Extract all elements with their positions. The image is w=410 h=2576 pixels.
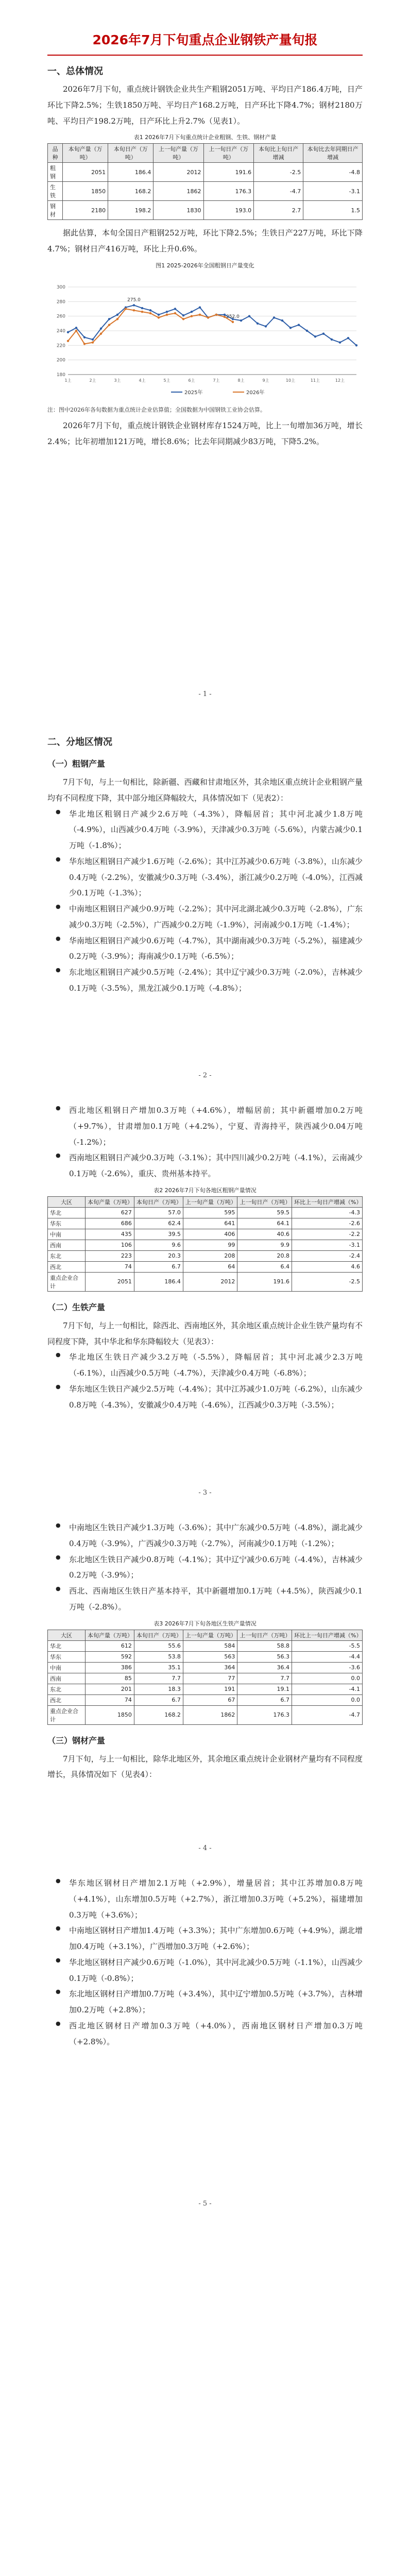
data-point (141, 307, 143, 309)
table-cell: 6.4 (237, 1261, 292, 1272)
table-cell: 74 (86, 1694, 134, 1705)
table-cell: 74 (86, 1261, 134, 1272)
y-tick-label: 260 (56, 314, 65, 319)
chart-title: 图1 2025-2026年全国粗钢日产量变化 (156, 262, 254, 269)
table-header: 大区 (48, 1630, 86, 1640)
table-cell: 56.3 (237, 1651, 292, 1662)
x-tick-label: 10上 (285, 378, 296, 383)
national-estimate-paragraph: 据此估算，本旬全国日产粗钢252万吨，环比下降2.5%；生铁日产227万吨，环比下降4.7%；钢材日产416万吨，环比上升0.6%。 (47, 228, 363, 253)
table-row (48, 1662, 363, 1673)
data-point (108, 324, 110, 326)
data-point (240, 319, 242, 321)
table-row (48, 1261, 363, 1272)
x-tick-label: 12上 (335, 378, 345, 383)
data-point (191, 315, 193, 317)
table-cell: 粗钢 (48, 163, 63, 182)
data-point (116, 313, 118, 315)
data-point (158, 316, 160, 318)
table-cell: 9.9 (237, 1240, 292, 1250)
table-cell: 186.4 (134, 1272, 183, 1291)
table-cell: 中南 (48, 1662, 86, 1673)
table-cell: 64.1 (237, 1218, 292, 1229)
table-cell: 18.3 (134, 1684, 183, 1694)
region-item: ● 华北地区钢材日产减少0.6万吨（-1.0%），其中河北减少0.5万吨（-1.1%），山西减少0.1万吨（-0.8%）； (47, 1955, 363, 1987)
table-cell: 39.5 (134, 1229, 183, 1240)
page-1 (0, 0, 410, 450)
data-point (141, 311, 143, 313)
table-cell: -2.6 (292, 1218, 363, 1229)
table-cell: 华东 (48, 1651, 86, 1662)
table-cell: 华东 (48, 1218, 86, 1229)
y-tick-label: 220 (56, 343, 65, 349)
data-point (149, 309, 151, 311)
data-point (306, 330, 308, 332)
data-point (215, 313, 217, 315)
y-tick-label: 240 (56, 328, 65, 334)
table-cell: 6.7 (134, 1694, 183, 1705)
x-tick-label: 6上 (188, 378, 195, 383)
title-rule (47, 55, 363, 56)
table-row (48, 1218, 363, 1229)
table-header: 本旬产量（万吨） (86, 1630, 134, 1640)
table-row (48, 1229, 363, 1240)
data-point (158, 313, 160, 315)
table-cell: 612 (86, 1640, 134, 1651)
table-cell: -4.4 (292, 1651, 363, 1662)
data-point (108, 318, 110, 320)
table-header: 大区 (48, 1196, 86, 1207)
series-line (68, 305, 356, 345)
table-cell: 186.4 (108, 163, 153, 182)
table-cell: 193.0 (203, 201, 254, 220)
table-cell: 1862 (183, 1705, 237, 1724)
data-point (281, 319, 283, 321)
data-point (289, 327, 292, 329)
table-cell: 168.2 (134, 1705, 183, 1724)
table-cell: -3.1 (303, 182, 363, 201)
data-point (75, 327, 77, 329)
table-row (48, 1250, 363, 1261)
table-cell: 168.2 (108, 182, 153, 201)
table-cell: 563 (183, 1651, 237, 1662)
table-cell: 2051 (86, 1272, 134, 1291)
table-cell: 西南 (48, 1240, 86, 1250)
table-row (48, 1651, 363, 1662)
table-cell: 6.7 (237, 1694, 292, 1705)
table-cell: 191.6 (237, 1272, 292, 1291)
x-tick-label: 9上 (262, 378, 269, 383)
section-heading-overview: 一、总体情况 (47, 66, 103, 77)
table-cell: 35.1 (134, 1662, 183, 1673)
table-cell: 华北 (48, 1640, 86, 1651)
table3-caption: 表3 2026年7月下旬各地区生铁产量情况 (153, 1620, 257, 1627)
table-cell: 7.7 (237, 1673, 292, 1684)
y-tick-label: 200 (56, 358, 65, 363)
report-title: 2026年7月下旬重点企业钢铁产量旬报 (92, 32, 318, 47)
table-cell: 2051 (63, 163, 108, 182)
inventory-paragraph: 2026年7月下旬，重点统计钢铁企业钢材库存1524万吨，比上一旬增加36万吨，增长2.4%；比年初增加121万吨，增长8.6%；比去年同期减少83万吨，下降5.2%。 (47, 421, 363, 447)
data-point (347, 337, 349, 339)
pig-iron-intro: 7月下旬，与上一旬相比，除西北、西南地区外，其余地区重点统计企业生铁产量均有不同程度下降，其中华北和华东降幅较大（见表3）： (47, 1320, 363, 1346)
table-cell: 1850 (63, 182, 108, 201)
table-cell: 0.0 (292, 1673, 363, 1684)
data-point (75, 330, 77, 332)
data-point (125, 308, 127, 310)
data-point (314, 335, 316, 337)
table-cell: 9.6 (134, 1240, 183, 1250)
table-row (48, 1705, 363, 1724)
table-cell: 55.6 (134, 1640, 183, 1651)
table-cell: 中南 (48, 1229, 86, 1240)
region-item: ● 华北地区生铁日产减少3.2万吨（-5.5%），降幅居首；其中河北减少2.3万吨（-6.1%），山西减少0.5万吨（-4.7%），天津减少0.4万吨（-6.8%）； (47, 1349, 363, 1381)
x-tick-label: 8上 (237, 378, 245, 383)
page-number: - 4 - (198, 1844, 212, 1852)
table-cell: -4.3 (292, 1207, 363, 1218)
data-point (298, 324, 300, 326)
table-header: 上一旬日产（万吨） (237, 1196, 292, 1207)
table-cell: 435 (86, 1229, 134, 1240)
table-cell: 0.0 (292, 1694, 363, 1705)
table-cell: 西北 (48, 1694, 86, 1705)
table-cell: 584 (183, 1640, 237, 1651)
data-point (67, 331, 69, 333)
data-point (273, 316, 275, 318)
table-cell: 595 (183, 1207, 237, 1218)
table-cell: 53.8 (134, 1651, 183, 1662)
table-cell: 1.5 (303, 201, 363, 220)
subheading-steel-products: （三）钢材产量 (47, 1735, 106, 1745)
chart-footnote: 注：图中2026年各旬数据为重点统计企业估算值；全国数据为中国钢铁工业协会估算。 (47, 406, 266, 413)
region-item: ● 华东地区生铁日产减少2.5万吨（-4.4%）；其中江苏减少1.0万吨（-6.2%），山东减少0.8万吨（-4.3%），安徽减少0.4万吨（-4.6%），江西减少0.3万吨（-3.5%）； (47, 1381, 363, 1413)
page-number: - 2 - (198, 1072, 212, 1079)
table-cell: 686 (86, 1218, 134, 1229)
data-label: 252.0 (226, 314, 240, 319)
data-point (100, 327, 102, 329)
x-tick-label: 2上 (89, 378, 96, 383)
table-cell: 191 (183, 1684, 237, 1694)
section-heading-regions: 二、分地区情况 (47, 737, 112, 748)
table-cell: 东北 (48, 1684, 86, 1694)
table-cell: -4.7 (292, 1705, 363, 1724)
table-cell: 重点企业合计 (48, 1272, 86, 1291)
data-point (133, 304, 135, 306)
x-tick-label: 7上 (213, 378, 220, 383)
data-point (224, 316, 226, 318)
table-header: 上一旬产量（万吨） (153, 144, 203, 163)
x-tick-label: 1上 (64, 378, 72, 383)
data-point (83, 343, 86, 345)
table-cell: 57.0 (134, 1207, 183, 1218)
region-item: ● 华东地区钢材日产增加2.1万吨（+2.9%），增量居首；其中江苏增加0.8万吨（+4.1%），山东增加0.5万吨（+2.7%），浙江增加0.3万吨（+5.2%），福建增加0.3万吨（+3.6%）； (47, 1875, 363, 1923)
subheading-crude-steel: （一）粗钢产量 (47, 759, 106, 769)
y-tick-label: 300 (56, 284, 65, 290)
table-cell: 钢材 (48, 201, 63, 220)
table-cell: 东北 (48, 1250, 86, 1261)
table-cell: 华北 (48, 1207, 86, 1218)
region-item: ● 西北、西南地区生铁日产基本持平，其中新疆增加0.1万吨（+4.5%），陕西减少0.1万吨（-2.8%）。 (47, 1583, 363, 1615)
table-cell: 1850 (86, 1705, 134, 1724)
table-cell: 191.6 (203, 163, 254, 182)
data-label: 275.0 (127, 297, 141, 303)
crude-steel-intro: 7月下旬，与上一旬相比，除新疆、西藏和甘肃地区外，其余地区重点统计企业粗钢产量均有不同程度下降，其中部分地区降幅较大，具体情况如下（见表2）： (47, 777, 363, 803)
data-point (174, 312, 176, 314)
table-cell: 64 (183, 1261, 237, 1272)
table-cell: 364 (183, 1662, 237, 1673)
table-row (48, 1684, 363, 1694)
table-cell: 85 (86, 1673, 134, 1684)
table-cell: -2.2 (292, 1229, 363, 1240)
table-header: 本旬日产（万吨） (108, 144, 153, 163)
data-point (67, 340, 69, 342)
steel-products-intro: 7月下旬，与上一旬相比，除华北地区外，其余地区重点统计企业钢材产量均有不同程度增长，具体情况如下（见表4）： (47, 1754, 363, 1780)
table-cell: -5.5 (292, 1640, 363, 1651)
table-row (48, 201, 363, 220)
x-tick-label: 5上 (163, 378, 170, 383)
data-point (265, 325, 267, 327)
region-item: ● 中南地区生铁日产减少1.3万吨（-3.6%）；其中广东减少0.5万吨（-4.8%），湖北减少0.4万吨（-3.9%），广西减少0.3万吨（-2.7%），河南减少0.1万吨（-1.2%）； (47, 1520, 363, 1552)
table-cell: 58.8 (237, 1640, 292, 1651)
table-row (48, 182, 363, 201)
table-cell: 99 (183, 1240, 237, 1250)
table-cell: 62.4 (134, 1218, 183, 1229)
table-cell: -4.1 (292, 1684, 363, 1694)
legend-label: 2025年 (184, 389, 203, 396)
page-number: - 3 - (198, 1489, 212, 1497)
table-cell: 223 (86, 1250, 134, 1261)
region-item: ● 华北地区粗钢日产减少2.6万吨（-4.3%），降幅居首；其中河北减少1.8万吨（-4.9%），山西减少0.4万吨（-3.9%），天津减少0.3万吨（-5.6%），内蒙古减少0.1万吨（-1.8%）； (47, 806, 363, 854)
table-cell: 198.2 (108, 201, 153, 220)
data-point (331, 338, 333, 341)
table-header: 本旬比去年同期日产增减 (303, 144, 363, 163)
table-header: 本旬比上旬日产增减 (254, 144, 303, 163)
table-header: 上一旬日产（万吨） (203, 144, 254, 163)
table-header: 本旬产量（万吨） (63, 144, 108, 163)
region-item: ● 中南地区粗钢日产减少0.9万吨（-2.2%）；其中河北湖北减少0.3万吨（-2.8%），广东减少0.3万吨（-2.5%），广西减少0.2万吨（-1.9%），河南减少0.1万吨（-1.4%）； (47, 901, 363, 933)
legend-label: 2026年 (246, 389, 265, 396)
table-cell: 36.4 (237, 1662, 292, 1673)
table-row (48, 1207, 363, 1218)
data-point (224, 313, 226, 315)
table-cell: 19.1 (237, 1684, 292, 1694)
table-cell: 1830 (153, 201, 203, 220)
region-item: ● 东北地区粗钢日产减少0.5万吨（-2.4%）；其中辽宁减少0.3万吨（-2.0%），吉林减少0.1万吨（-3.5%），黑龙江减少0.1万吨（-4.8%）； (47, 964, 363, 996)
data-point (182, 314, 184, 316)
table-cell: 201 (86, 1684, 134, 1694)
table-cell: 20.8 (237, 1250, 292, 1261)
page-5 (0, 1875, 410, 2049)
data-point (322, 332, 324, 334)
subheading-pig-iron: （二）生铁产量 (47, 1302, 106, 1312)
data-point (207, 316, 209, 318)
table1 (47, 143, 363, 220)
region-item: ● 西南地区粗钢日产减少0.3万吨（-3.1%）；其中四川减少0.2万吨（-4.1%），云南减少0.1万吨（-2.6%），重庆、贵州基本持平。 (47, 1150, 363, 1182)
table-cell: 176.3 (203, 182, 254, 201)
table-header: 品种 (48, 144, 63, 163)
data-point (182, 318, 184, 320)
data-point (199, 306, 201, 308)
table-cell: 2012 (153, 163, 203, 182)
overview-paragraph: 2026年7月下旬，重点统计钢铁企业共生产粗钢2051万吨、平均日产186.4万吨，日产环比下降2.5%；生铁1850万吨、平均日产168.2万吨，日产环比下降4.7%；钢材2180万吨、平均日产198.2万吨，日产环比上升2.7%（见表1）。 (47, 84, 363, 126)
table-cell: 641 (183, 1218, 237, 1229)
table-cell: 592 (86, 1651, 134, 1662)
page-number: - 1 - (198, 690, 212, 698)
line-chart (47, 272, 363, 400)
table-cell: -3.1 (292, 1240, 363, 1250)
table-cell: 西北 (48, 1261, 86, 1272)
data-point (83, 336, 86, 338)
table-cell: 7.7 (134, 1673, 183, 1684)
page-number: - 5 - (198, 2200, 212, 2208)
region-item: ● 华东地区粗钢日产减少1.6万吨（-2.6%）；其中江苏减少0.6万吨（-3.8%），山东减少0.4万吨（-2.2%），安徽减少0.3万吨（-3.4%），浙江减少0.2万吨（-4.0%），江西减少0.1万吨（-1.3%）； (47, 854, 363, 901)
region-item: ● 东北地区钢材日产增加0.7万吨（+3.4%），其中辽宁增加0.5万吨（+3.7%），吉林增加0.2万吨（+2.8%）； (47, 1986, 363, 2018)
table-row (48, 1240, 363, 1250)
table-header: 上一旬日产（万吨） (237, 1630, 292, 1640)
page-2 (0, 726, 410, 996)
table-cell: 6.7 (134, 1261, 183, 1272)
table-cell: 1862 (153, 182, 203, 201)
page-3 (0, 1103, 410, 1413)
table3 (47, 1630, 363, 1725)
table-cell: 重点企业合计 (48, 1705, 86, 1724)
table-cell: 20.3 (134, 1250, 183, 1261)
data-point (191, 311, 193, 313)
x-tick-label: 3上 (114, 378, 121, 383)
table-cell: 386 (86, 1662, 134, 1673)
data-point (339, 341, 341, 343)
data-point (257, 322, 259, 324)
region-item: ● 西北地区粗钢日产增加0.3万吨（+4.6%），增幅居前；其中新疆增加0.2万吨（+9.7%），甘肃增加0.1万吨（+4.2%），宁夏、青海持平，陕西减少0.04万吨（-1.2%）； (47, 1103, 363, 1150)
data-point (100, 332, 102, 334)
table-header: 本旬日产（万吨） (134, 1630, 183, 1640)
chart-daily-output (47, 261, 363, 402)
region-item: ● 华南地区粗钢日产减少0.6万吨（-4.7%），其中湖南减少0.3万吨（-5.2%），福建减少0.2万吨（-3.9%）；海南减少0.1万吨（-6.5%）； (47, 933, 363, 965)
data-point (133, 309, 135, 311)
data-point (149, 312, 151, 314)
table-cell: 59.5 (237, 1207, 292, 1218)
data-point (92, 338, 94, 341)
table2 (47, 1196, 363, 1292)
table-cell: 2.7 (254, 201, 303, 220)
table-header: 上一旬产量（万吨） (183, 1196, 237, 1207)
table-cell: 67 (183, 1694, 237, 1705)
table-header: 本旬产量（万吨） (86, 1196, 134, 1207)
table-cell: 176.3 (237, 1705, 292, 1724)
table-cell: 4.6 (292, 1261, 363, 1272)
page-4 (0, 1520, 410, 1783)
table-row (48, 1694, 363, 1705)
data-point (248, 315, 250, 317)
data-point (92, 341, 94, 343)
table-cell: 406 (183, 1229, 237, 1240)
table-row (48, 1673, 363, 1684)
table-header: 上一旬产量（万吨） (183, 1630, 237, 1640)
data-point (355, 344, 357, 346)
x-tick-label: 11上 (310, 378, 320, 383)
table-cell: 2012 (183, 1272, 237, 1291)
table-cell: 77 (183, 1673, 237, 1684)
table-header: 环比上一旬日产增减（%） (292, 1196, 363, 1207)
data-point (199, 313, 201, 315)
data-point (166, 313, 168, 315)
table-cell: -4.7 (254, 182, 303, 201)
data-point (166, 311, 168, 313)
table-cell: 106 (86, 1240, 134, 1250)
table2-caption: 表2 2026年7月下旬各地区粗钢产量情况 (153, 1187, 257, 1194)
table-cell: 208 (183, 1250, 237, 1261)
table-header: 本旬日产（万吨） (134, 1196, 183, 1207)
table-cell: 40.6 (237, 1229, 292, 1240)
table-cell: 627 (86, 1207, 134, 1218)
table-cell: 西南 (48, 1673, 86, 1684)
table-row (48, 1640, 363, 1651)
table-cell: -4.8 (303, 163, 363, 182)
data-point (232, 321, 234, 323)
y-tick-label: 180 (56, 372, 65, 378)
table-cell: 生铁 (48, 182, 63, 201)
table-cell: 2180 (63, 201, 108, 220)
table-row (48, 163, 363, 182)
table-header: 环比上一旬日产增减（%） (292, 1630, 363, 1640)
table-cell: -2.4 (292, 1250, 363, 1261)
table-cell: -2.5 (292, 1272, 363, 1291)
data-point (174, 308, 176, 310)
y-tick-label: 280 (56, 299, 65, 305)
table-cell: -3.6 (292, 1662, 363, 1673)
table-cell: -2.5 (254, 163, 303, 182)
table1-caption: 表1 2026年7月下旬重点统计企业粗钢、生铁、钢材产量 (133, 134, 277, 141)
region-item: ● 东北地区生铁日产减少0.8万吨（-4.1%）；其中辽宁减少0.6万吨（-4.4%），吉林减少0.2万吨（-3.9%）； (47, 1552, 363, 1584)
region-item: ● 西北地区钢材日产增加0.3万吨（+4.0%），西南地区钢材日产增加0.3万吨（+2.8%）。 (47, 2018, 363, 2050)
x-tick-label: 4上 (139, 378, 146, 383)
data-point (116, 318, 118, 320)
table-row (48, 1272, 363, 1291)
region-item: ● 中南地区钢材日产增加1.4万吨（+3.3%）；其中广东增加0.6万吨（+4.9%），湖北增加0.4万吨（+3.1%），广西增加0.3万吨（+2.6%）； (47, 1923, 363, 1955)
